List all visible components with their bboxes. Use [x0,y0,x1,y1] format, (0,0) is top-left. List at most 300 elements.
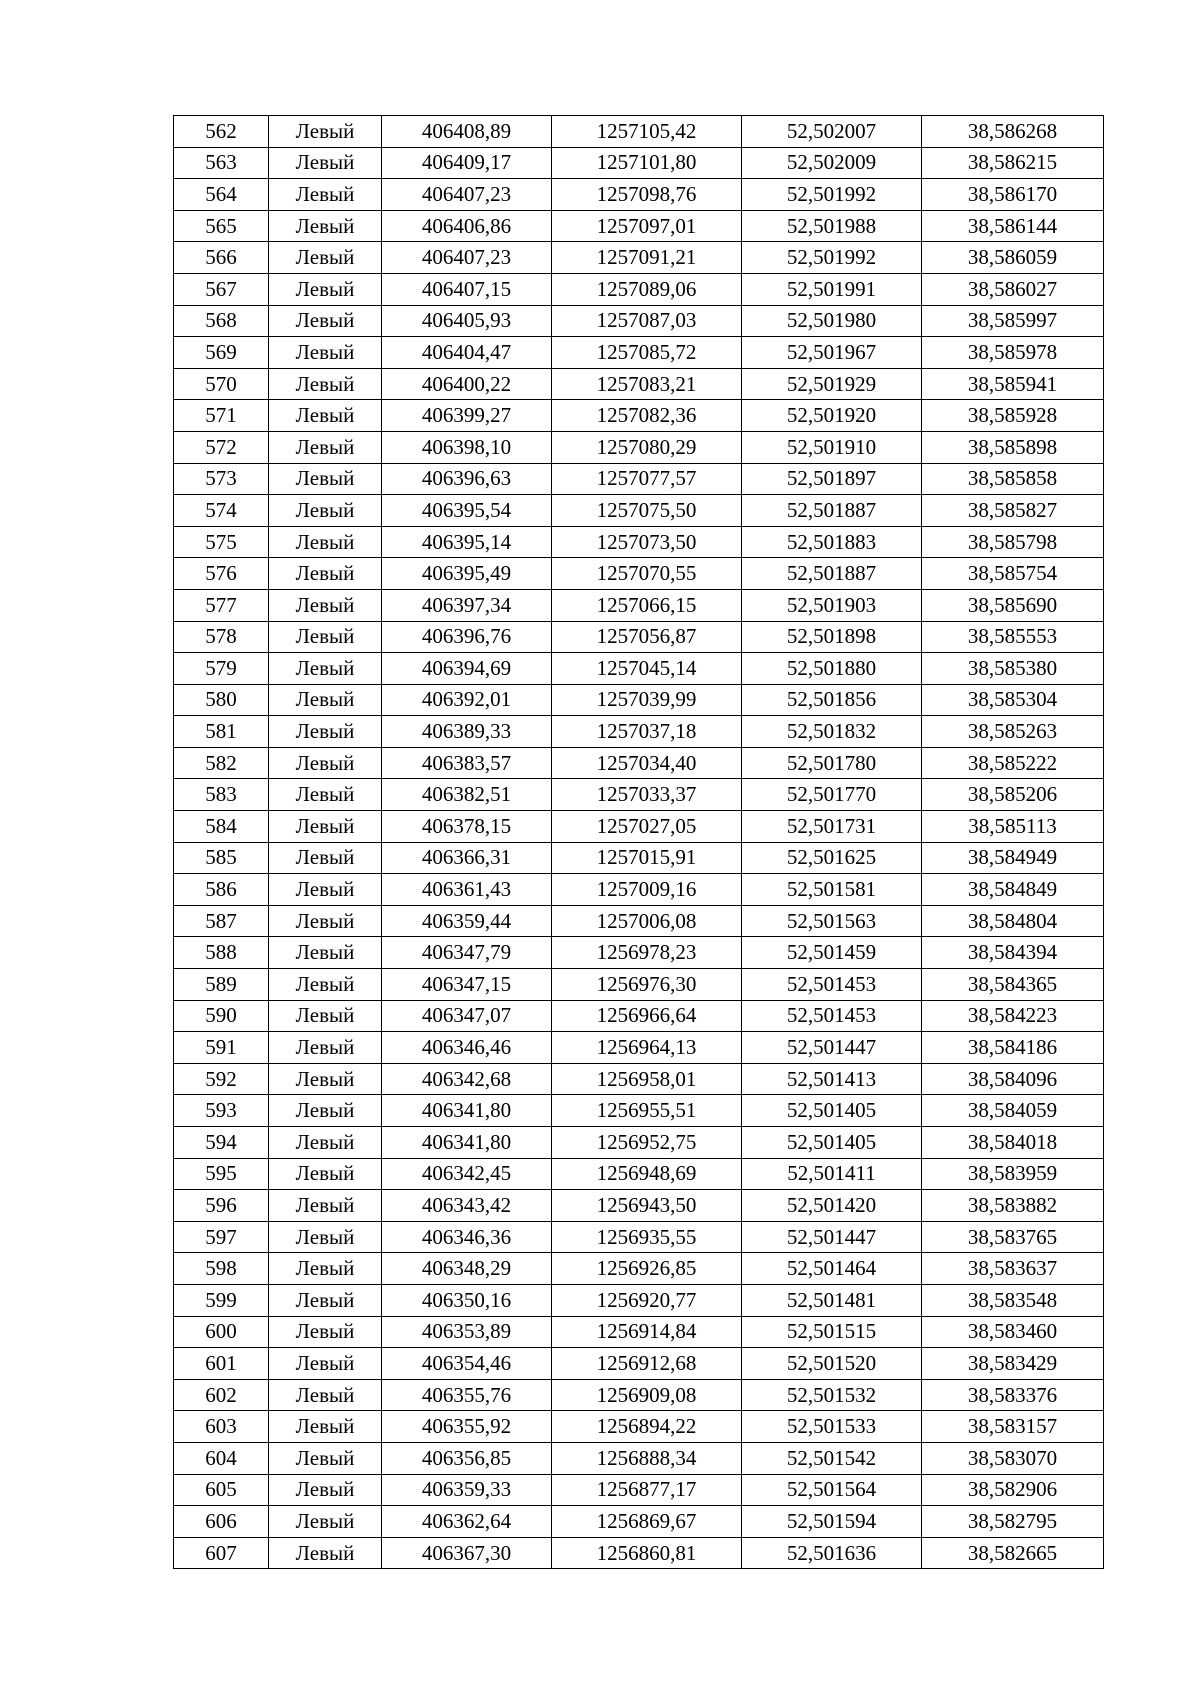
point-number-cell: 575 [174,526,269,558]
point-number-cell: 574 [174,495,269,527]
table-row [174,116,1104,148]
y-coordinate-cell: 1256964,13 [552,1032,742,1064]
latitude-cell: 52,501447 [742,1032,922,1064]
longitude-cell: 38,584223 [922,1000,1104,1032]
latitude-cell: 52,501564 [742,1474,922,1506]
point-number-cell: 569 [174,337,269,369]
side-cell: Левый [269,210,382,242]
latitude-cell: 52,501897 [742,463,922,495]
longitude-cell: 38,586170 [922,179,1104,211]
table-row [174,558,1104,590]
y-coordinate-cell: 1257045,14 [552,653,742,685]
latitude-cell: 52,501731 [742,811,922,843]
side-cell: Левый [269,242,382,274]
longitude-cell: 38,585690 [922,589,1104,621]
latitude-cell: 52,501780 [742,747,922,779]
point-number-cell: 579 [174,653,269,685]
y-coordinate-cell: 1257085,72 [552,337,742,369]
y-coordinate-cell: 1257039,99 [552,684,742,716]
side-cell: Левый [269,716,382,748]
y-coordinate-cell: 1257066,15 [552,589,742,621]
point-number-cell: 568 [174,305,269,337]
point-number-cell: 572 [174,431,269,463]
y-coordinate-cell: 1257080,29 [552,431,742,463]
latitude-cell: 52,501856 [742,684,922,716]
table-row [174,1474,1104,1506]
longitude-cell: 38,583460 [922,1316,1104,1348]
y-coordinate-cell: 1256914,84 [552,1316,742,1348]
side-cell: Левый [269,621,382,653]
latitude-cell: 52,502009 [742,147,922,179]
longitude-cell: 38,584394 [922,937,1104,969]
longitude-cell: 38,586027 [922,273,1104,305]
x-coordinate-cell: 406354,46 [382,1348,552,1380]
latitude-cell: 52,501910 [742,431,922,463]
y-coordinate-cell: 1256976,30 [552,969,742,1001]
x-coordinate-cell: 406394,69 [382,653,552,685]
x-coordinate-cell: 406406,86 [382,210,552,242]
x-coordinate-cell: 406355,76 [382,1379,552,1411]
x-coordinate-cell: 406347,79 [382,937,552,969]
point-number-cell: 598 [174,1253,269,1285]
table-row [174,1063,1104,1095]
side-cell: Левый [269,463,382,495]
y-coordinate-cell: 1256952,75 [552,1127,742,1159]
side-cell: Левый [269,368,382,400]
table-row [174,1000,1104,1032]
side-cell: Левый [269,811,382,843]
x-coordinate-cell: 406382,51 [382,779,552,811]
longitude-cell: 38,583548 [922,1284,1104,1316]
longitude-cell: 38,583959 [922,1158,1104,1190]
y-coordinate-cell: 1257009,16 [552,874,742,906]
side-cell: Левый [269,1063,382,1095]
side-cell: Левый [269,747,382,779]
longitude-cell: 38,585263 [922,716,1104,748]
table-row [174,811,1104,843]
point-number-cell: 566 [174,242,269,274]
side-cell: Левый [269,1537,382,1569]
latitude-cell: 52,501459 [742,937,922,969]
side-cell: Левый [269,1474,382,1506]
y-coordinate-cell: 1257073,50 [552,526,742,558]
latitude-cell: 52,501832 [742,716,922,748]
longitude-cell: 38,583376 [922,1379,1104,1411]
table-row [174,210,1104,242]
point-number-cell: 587 [174,905,269,937]
latitude-cell: 52,501887 [742,558,922,590]
table-row [174,684,1104,716]
latitude-cell: 52,501447 [742,1221,922,1253]
y-coordinate-cell: 1256909,08 [552,1379,742,1411]
side-cell: Левый [269,1348,382,1380]
x-coordinate-cell: 406356,85 [382,1442,552,1474]
table-row [174,874,1104,906]
table-row [174,1316,1104,1348]
longitude-cell: 38,585553 [922,621,1104,653]
latitude-cell: 52,501413 [742,1063,922,1095]
coordinates-table [173,115,1104,1569]
table-row [174,1158,1104,1190]
x-coordinate-cell: 406400,22 [382,368,552,400]
longitude-cell: 38,583070 [922,1442,1104,1474]
longitude-cell: 38,583429 [922,1348,1104,1380]
x-coordinate-cell: 406342,45 [382,1158,552,1190]
x-coordinate-cell: 406397,34 [382,589,552,621]
longitude-cell: 38,584365 [922,969,1104,1001]
side-cell: Левый [269,1158,382,1190]
x-coordinate-cell: 406409,17 [382,147,552,179]
x-coordinate-cell: 406395,49 [382,558,552,590]
table-row [174,1190,1104,1222]
point-number-cell: 600 [174,1316,269,1348]
y-coordinate-cell: 1257097,01 [552,210,742,242]
longitude-cell: 38,585858 [922,463,1104,495]
x-coordinate-cell: 406407,23 [382,179,552,211]
table-row [174,305,1104,337]
x-coordinate-cell: 406407,23 [382,242,552,274]
table-row [174,969,1104,1001]
latitude-cell: 52,501988 [742,210,922,242]
x-coordinate-cell: 406396,76 [382,621,552,653]
table-row [174,1506,1104,1538]
side-cell: Левый [269,179,382,211]
latitude-cell: 52,501625 [742,842,922,874]
side-cell: Левый [269,337,382,369]
coordinates-table-body [174,116,1104,1569]
table-row [174,1253,1104,1285]
x-coordinate-cell: 406395,14 [382,526,552,558]
x-coordinate-cell: 406396,63 [382,463,552,495]
latitude-cell: 52,501420 [742,1190,922,1222]
x-coordinate-cell: 406407,15 [382,273,552,305]
point-number-cell: 607 [174,1537,269,1569]
side-cell: Левый [269,905,382,937]
y-coordinate-cell: 1257027,05 [552,811,742,843]
longitude-cell: 38,582665 [922,1537,1104,1569]
side-cell: Левый [269,116,382,148]
longitude-cell: 38,584949 [922,842,1104,874]
longitude-cell: 38,583882 [922,1190,1104,1222]
side-cell: Левый [269,431,382,463]
point-number-cell: 606 [174,1506,269,1538]
table-row [174,779,1104,811]
y-coordinate-cell: 1257070,55 [552,558,742,590]
side-cell: Левый [269,1379,382,1411]
side-cell: Левый [269,684,382,716]
side-cell: Левый [269,526,382,558]
side-cell: Левый [269,273,382,305]
longitude-cell: 38,585941 [922,368,1104,400]
y-coordinate-cell: 1257082,36 [552,400,742,432]
longitude-cell: 38,586059 [922,242,1104,274]
x-coordinate-cell: 406346,36 [382,1221,552,1253]
table-row [174,242,1104,274]
latitude-cell: 52,501453 [742,969,922,1001]
table-row [174,1379,1104,1411]
longitude-cell: 38,584018 [922,1127,1104,1159]
side-cell: Левый [269,1221,382,1253]
latitude-cell: 52,501770 [742,779,922,811]
latitude-cell: 52,501636 [742,1537,922,1569]
y-coordinate-cell: 1257089,06 [552,273,742,305]
table-row [174,368,1104,400]
table-row [174,495,1104,527]
table-row [174,337,1104,369]
y-coordinate-cell: 1257034,40 [552,747,742,779]
longitude-cell: 38,584059 [922,1095,1104,1127]
longitude-cell: 38,583157 [922,1411,1104,1443]
point-number-cell: 592 [174,1063,269,1095]
point-number-cell: 594 [174,1127,269,1159]
side-cell: Левый [269,1032,382,1064]
y-coordinate-cell: 1257015,91 [552,842,742,874]
point-number-cell: 602 [174,1379,269,1411]
longitude-cell: 38,582906 [922,1474,1104,1506]
table-row [174,589,1104,621]
side-cell: Левый [269,842,382,874]
side-cell: Левый [269,305,382,337]
x-coordinate-cell: 406399,27 [382,400,552,432]
point-number-cell: 578 [174,621,269,653]
point-number-cell: 599 [174,1284,269,1316]
x-coordinate-cell: 406341,80 [382,1095,552,1127]
latitude-cell: 52,501883 [742,526,922,558]
longitude-cell: 38,585928 [922,400,1104,432]
x-coordinate-cell: 406350,16 [382,1284,552,1316]
y-coordinate-cell: 1256860,81 [552,1537,742,1569]
x-coordinate-cell: 406346,46 [382,1032,552,1064]
table-row [174,179,1104,211]
point-number-cell: 567 [174,273,269,305]
x-coordinate-cell: 406392,01 [382,684,552,716]
table-row [174,1284,1104,1316]
longitude-cell: 38,585754 [922,558,1104,590]
latitude-cell: 52,501520 [742,1348,922,1380]
x-coordinate-cell: 406347,07 [382,1000,552,1032]
y-coordinate-cell: 1257077,57 [552,463,742,495]
y-coordinate-cell: 1257091,21 [552,242,742,274]
table-row [174,621,1104,653]
x-coordinate-cell: 406347,15 [382,969,552,1001]
latitude-cell: 52,501464 [742,1253,922,1285]
side-cell: Левый [269,558,382,590]
longitude-cell: 38,584849 [922,874,1104,906]
latitude-cell: 52,501880 [742,653,922,685]
x-coordinate-cell: 406405,93 [382,305,552,337]
point-number-cell: 591 [174,1032,269,1064]
longitude-cell: 38,585380 [922,653,1104,685]
side-cell: Левый [269,1442,382,1474]
latitude-cell: 52,501929 [742,368,922,400]
longitude-cell: 38,585978 [922,337,1104,369]
y-coordinate-cell: 1256926,85 [552,1253,742,1285]
y-coordinate-cell: 1256894,22 [552,1411,742,1443]
latitude-cell: 52,501533 [742,1411,922,1443]
table-row [174,1095,1104,1127]
point-number-cell: 563 [174,147,269,179]
point-number-cell: 565 [174,210,269,242]
point-number-cell: 593 [174,1095,269,1127]
side-cell: Левый [269,1095,382,1127]
x-coordinate-cell: 406367,30 [382,1537,552,1569]
y-coordinate-cell: 1257101,80 [552,147,742,179]
latitude-cell: 52,501515 [742,1316,922,1348]
x-coordinate-cell: 406355,92 [382,1411,552,1443]
longitude-cell: 38,583637 [922,1253,1104,1285]
point-number-cell: 588 [174,937,269,969]
side-cell: Левый [269,653,382,685]
side-cell: Левый [269,1411,382,1443]
table-row [174,747,1104,779]
longitude-cell: 38,585798 [922,526,1104,558]
point-number-cell: 576 [174,558,269,590]
table-row [174,147,1104,179]
longitude-cell: 38,584186 [922,1032,1104,1064]
y-coordinate-cell: 1256978,23 [552,937,742,969]
side-cell: Левый [269,1000,382,1032]
side-cell: Левый [269,1127,382,1159]
point-number-cell: 586 [174,874,269,906]
y-coordinate-cell: 1256869,67 [552,1506,742,1538]
x-coordinate-cell: 406341,80 [382,1127,552,1159]
latitude-cell: 52,501898 [742,621,922,653]
x-coordinate-cell: 406359,44 [382,905,552,937]
table-row [174,1442,1104,1474]
longitude-cell: 38,586268 [922,116,1104,148]
side-cell: Левый [269,937,382,969]
point-number-cell: 584 [174,811,269,843]
latitude-cell: 52,501991 [742,273,922,305]
point-number-cell: 581 [174,716,269,748]
latitude-cell: 52,501532 [742,1379,922,1411]
y-coordinate-cell: 1256888,34 [552,1442,742,1474]
table-row [174,1348,1104,1380]
point-number-cell: 603 [174,1411,269,1443]
point-number-cell: 604 [174,1442,269,1474]
latitude-cell: 52,501542 [742,1442,922,1474]
table-row [174,716,1104,748]
y-coordinate-cell: 1257105,42 [552,116,742,148]
x-coordinate-cell: 406389,33 [382,716,552,748]
y-coordinate-cell: 1257056,87 [552,621,742,653]
side-cell: Левый [269,969,382,1001]
y-coordinate-cell: 1257037,18 [552,716,742,748]
latitude-cell: 52,501992 [742,179,922,211]
longitude-cell: 38,584096 [922,1063,1104,1095]
point-number-cell: 596 [174,1190,269,1222]
latitude-cell: 52,501980 [742,305,922,337]
table-row [174,653,1104,685]
latitude-cell: 52,501903 [742,589,922,621]
y-coordinate-cell: 1257006,08 [552,905,742,937]
y-coordinate-cell: 1256920,77 [552,1284,742,1316]
longitude-cell: 38,585222 [922,747,1104,779]
x-coordinate-cell: 406361,43 [382,874,552,906]
y-coordinate-cell: 1257075,50 [552,495,742,527]
side-cell: Левый [269,147,382,179]
table-row [174,463,1104,495]
point-number-cell: 601 [174,1348,269,1380]
latitude-cell: 52,501453 [742,1000,922,1032]
point-number-cell: 580 [174,684,269,716]
point-number-cell: 595 [174,1158,269,1190]
table-row [174,937,1104,969]
point-number-cell: 589 [174,969,269,1001]
y-coordinate-cell: 1256958,01 [552,1063,742,1095]
side-cell: Левый [269,1316,382,1348]
point-number-cell: 605 [174,1474,269,1506]
latitude-cell: 52,501992 [742,242,922,274]
longitude-cell: 38,586215 [922,147,1104,179]
longitude-cell: 38,583765 [922,1221,1104,1253]
longitude-cell: 38,582795 [922,1506,1104,1538]
table-row [174,842,1104,874]
latitude-cell: 52,502007 [742,116,922,148]
longitude-cell: 38,585206 [922,779,1104,811]
x-coordinate-cell: 406383,57 [382,747,552,779]
longitude-cell: 38,584804 [922,905,1104,937]
table-row [174,1411,1104,1443]
y-coordinate-cell: 1256943,50 [552,1190,742,1222]
x-coordinate-cell: 406378,15 [382,811,552,843]
latitude-cell: 52,501405 [742,1127,922,1159]
x-coordinate-cell: 406404,47 [382,337,552,369]
x-coordinate-cell: 406395,54 [382,495,552,527]
y-coordinate-cell: 1257083,21 [552,368,742,400]
y-coordinate-cell: 1256955,51 [552,1095,742,1127]
longitude-cell: 38,586144 [922,210,1104,242]
point-number-cell: 564 [174,179,269,211]
point-number-cell: 583 [174,779,269,811]
point-number-cell: 562 [174,116,269,148]
latitude-cell: 52,501481 [742,1284,922,1316]
side-cell: Левый [269,874,382,906]
x-coordinate-cell: 406362,64 [382,1506,552,1538]
longitude-cell: 38,585898 [922,431,1104,463]
point-number-cell: 590 [174,1000,269,1032]
y-coordinate-cell: 1256912,68 [552,1348,742,1380]
longitude-cell: 38,585827 [922,495,1104,527]
y-coordinate-cell: 1257098,76 [552,179,742,211]
point-number-cell: 570 [174,368,269,400]
latitude-cell: 52,501887 [742,495,922,527]
y-coordinate-cell: 1256935,55 [552,1221,742,1253]
table-row [174,1032,1104,1064]
table-row [174,526,1104,558]
point-number-cell: 577 [174,589,269,621]
side-cell: Левый [269,1284,382,1316]
x-coordinate-cell: 406359,33 [382,1474,552,1506]
table-row [174,1221,1104,1253]
table-row [174,1127,1104,1159]
side-cell: Левый [269,400,382,432]
side-cell: Левый [269,1190,382,1222]
x-coordinate-cell: 406408,89 [382,116,552,148]
latitude-cell: 52,501920 [742,400,922,432]
latitude-cell: 52,501967 [742,337,922,369]
latitude-cell: 52,501563 [742,905,922,937]
point-number-cell: 573 [174,463,269,495]
x-coordinate-cell: 406348,29 [382,1253,552,1285]
y-coordinate-cell: 1257033,37 [552,779,742,811]
longitude-cell: 38,585113 [922,811,1104,843]
x-coordinate-cell: 406343,42 [382,1190,552,1222]
y-coordinate-cell: 1257087,03 [552,305,742,337]
point-number-cell: 582 [174,747,269,779]
table-row [174,431,1104,463]
x-coordinate-cell: 406366,31 [382,842,552,874]
